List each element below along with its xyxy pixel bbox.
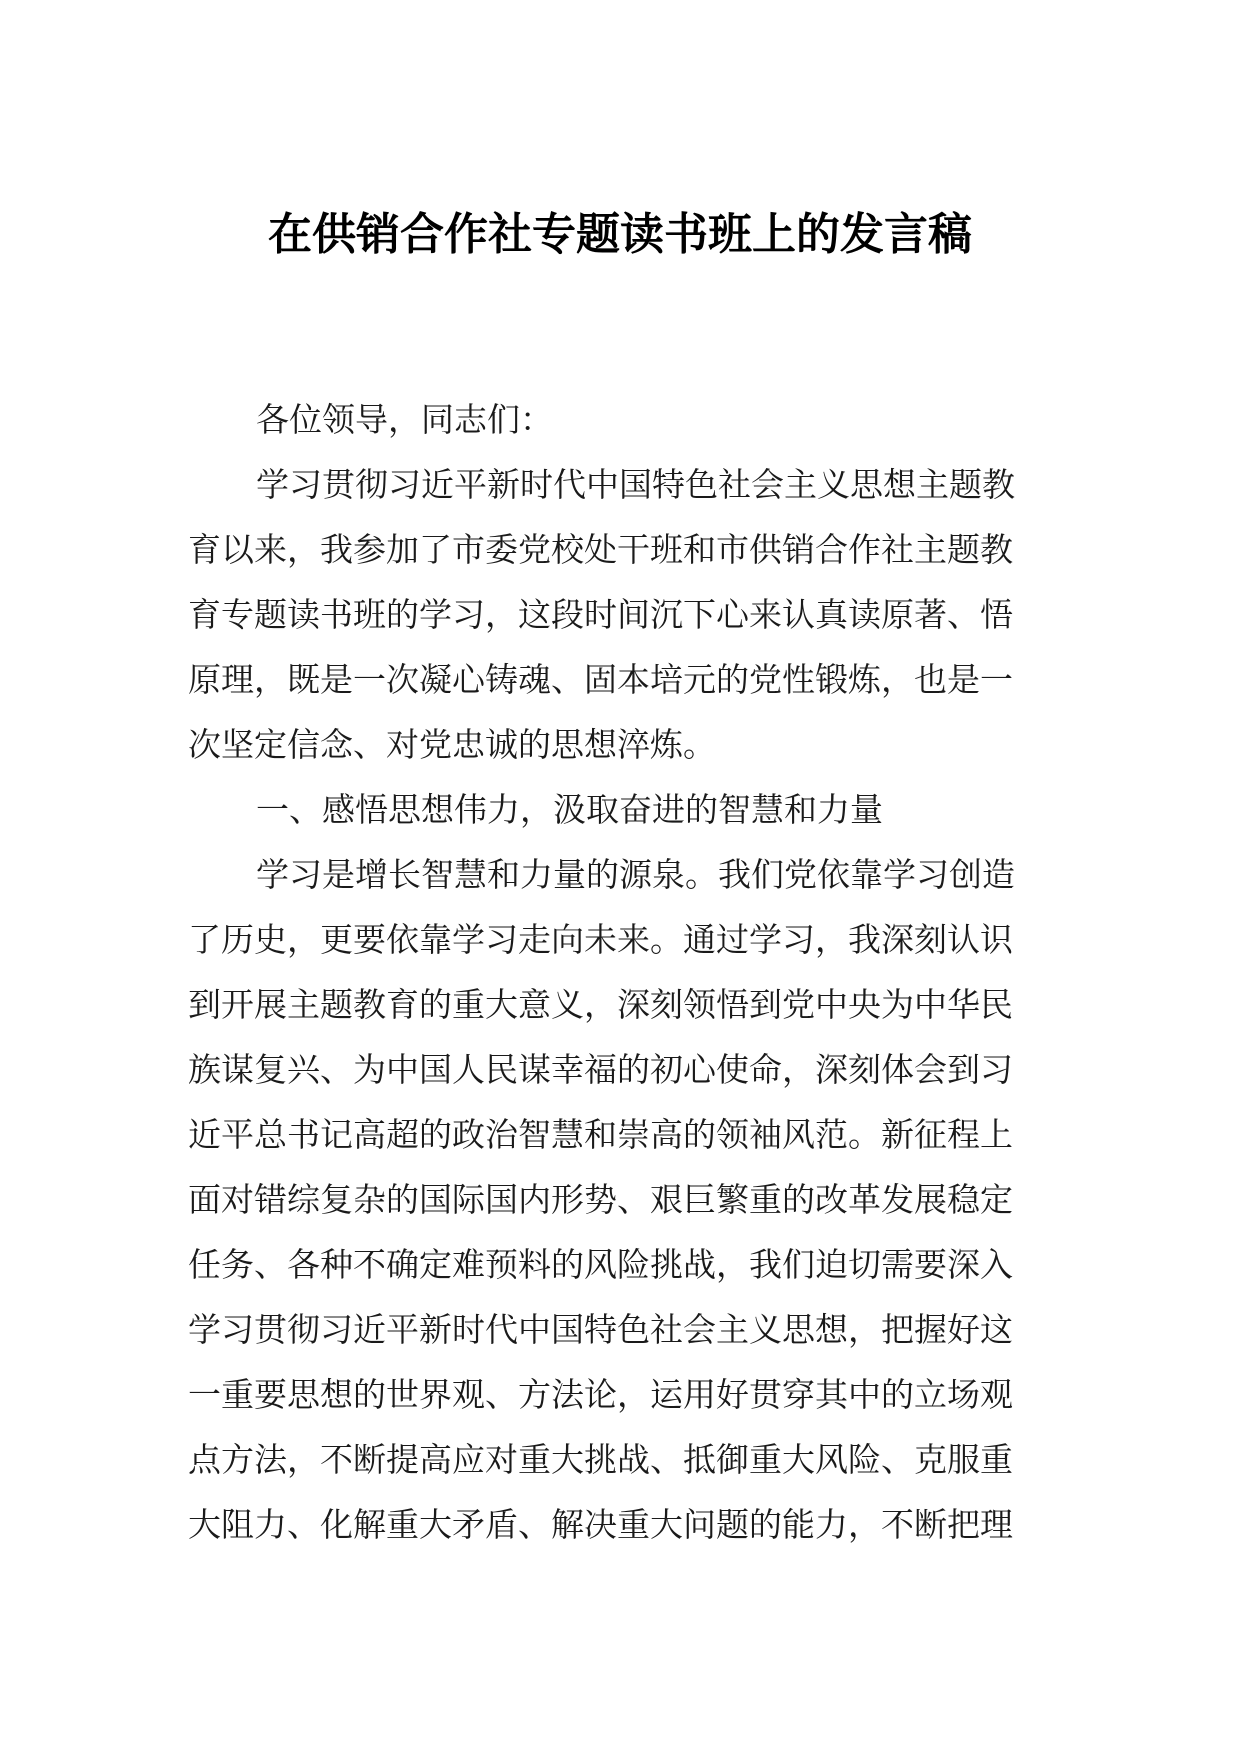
- text-line: 面对错综复杂的国际国内形势、艰巨繁重的改革发展稳定: [188, 1180, 1013, 1219]
- text-line: 一重要思想的世界观、方法论，运用好贯穿其中的立场观: [188, 1375, 1013, 1414]
- text-line: 一、感悟思想伟力，汲取奋进的智慧和力量: [256, 790, 883, 829]
- text-line: 学习贯彻习近平新时代中国特色社会主义思想主题教: [256, 465, 1015, 504]
- text-line: 学习是增长智慧和力量的源泉。我们党依靠学习创造: [256, 855, 1015, 894]
- document-body: [188, 387, 1058, 1557]
- text-line: 任务、各种不确定难预料的风险挑战，我们迫切需要深入: [188, 1245, 1013, 1284]
- document-title: 在供销合作社专题读书班上的发言稿: [268, 209, 972, 260]
- text-line: 各位领导，同志们：: [256, 400, 553, 439]
- text-line: 了历史，更要依靠学习走向未来。通过学习，我深刻认识: [188, 920, 1013, 959]
- text-line: 近平总书记高超的政治智慧和崇高的领袖风范。新征程上: [188, 1115, 1013, 1154]
- text-line: 到开展主题教育的重大意义，深刻领悟到党中央为中华民: [188, 985, 1013, 1024]
- text-line: 点方法，不断提高应对重大挑战、抵御重大风险、克服重: [188, 1440, 1013, 1479]
- text-line: 育专题读书班的学习，这段时间沉下心来认真读原著、悟: [188, 595, 1013, 634]
- text-line: 大阻力、化解重大矛盾、解决重大问题的能力，不断把理: [188, 1505, 1013, 1544]
- text-line: 学习贯彻习近平新时代中国特色社会主义思想，把握好这: [188, 1310, 1013, 1349]
- text-line: 育以来，我参加了市委党校处干班和市供销合作社主题教: [188, 530, 1013, 569]
- text-line: 族谋复兴、为中国人民谋幸福的初心使命，深刻体会到习: [188, 1050, 1013, 1089]
- text-line: 原理，既是一次凝心铸魂、固本培元的党性锻炼，也是一: [188, 660, 1013, 699]
- text-line: 次坚定信念、对党忠诚的思想淬炼。: [188, 725, 716, 764]
